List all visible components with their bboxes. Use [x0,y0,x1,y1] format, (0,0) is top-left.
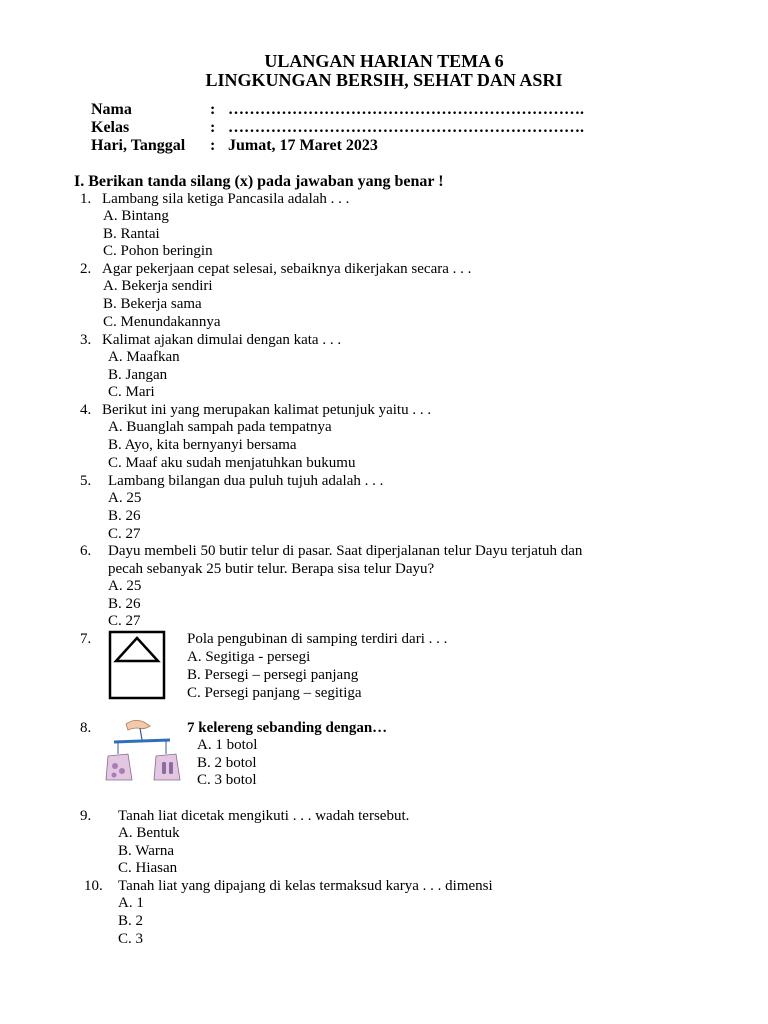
option-item: B. 26 [108,508,141,524]
option-item: A. 1 botol [197,737,258,753]
option-item: C. Persegi panjang – segitiga [187,685,362,701]
page-title: ULANGAN HARIAN TEMA 6 [264,51,504,71]
question-number: 5. [80,473,92,489]
page-subtitle: LINGKUNGAN BERSIH, SEHAT DAN ASRI [205,70,563,90]
option-item: A. Segitiga - persegi [187,649,311,665]
question-number: 9. [80,808,92,824]
question-text: Agar pekerjaan cepat selesai, sebaiknya dikerjakan secara . . . [102,261,472,277]
section-heading: I. Berikan tanda silang (x) pada jawaban yang benar ! [74,173,444,190]
option-item: C. Pohon beringin [103,243,213,259]
hari-colon: : [210,137,216,154]
option-item: C. 27 [108,613,141,629]
balance-scale-with-bags-figure [104,716,182,784]
option-item: B. Rantai [103,226,160,242]
option-item: A. 1 [118,895,144,911]
hari-value: Jumat, 17 Maret 2023 [228,137,378,154]
question-number: 8. [80,720,92,736]
question-text: Kalimat ajakan dimulai dengan kata . . . [102,332,342,348]
question-number: 10. [84,878,103,894]
option-item: B. Jangan [108,367,168,383]
kelas-colon: : [210,119,216,136]
question-number: 7. [80,631,92,647]
question-number: 2. [80,261,92,277]
option-item: C. 3 [118,931,144,947]
option-item: C. Menundakannya [103,314,221,330]
question-text: Berikut ini yang merupakan kalimat petunjuk yaitu . . . [102,402,432,418]
option-item: C. 27 [108,526,141,542]
question-number: 1. [80,191,92,207]
option-item: A. 25 [108,490,142,506]
option-item: B. Persegi – persegi panjang [187,667,359,683]
nama-value: …………………………………………………………. [228,101,584,118]
question-text: Tanah liat dicetak mengikuti . . . wadah tersebut. [118,808,410,824]
triangle-in-rectangle-figure [108,630,166,700]
kelas-label: Kelas [91,119,130,136]
option-item: B. 2 [118,913,144,929]
nama-colon: : [210,101,216,118]
question-text: Pola pengubinan di samping terdiri dari . . . [187,631,448,647]
option-item: A. Maafkan [108,349,180,365]
option-item: A. 25 [108,578,142,594]
question-text-continued: pecah sebanyak 25 butir telur. Berapa sisa telur Dayu? [108,561,435,577]
option-item: C. Mari [108,384,155,400]
question-number: 3. [80,332,92,348]
option-item: B. 26 [108,596,141,612]
option-item: B. Ayo, kita bernyanyi bersama [108,437,297,453]
option-item: C. Maaf aku sudah menjatuhkan bukumu [108,455,356,471]
option-item: B. Warna [118,843,175,859]
question-text: Dayu membeli 50 butir telur di pasar. Saat diperjalanan telur Dayu terjatuh dan [108,543,583,559]
option-item: C. 3 botol [197,772,257,788]
option-item: A. Bintang [103,208,169,224]
question-text: Lambang bilangan dua puluh tujuh adalah . . . [108,473,384,489]
kelas-value: …………………………………………………………. [228,119,584,136]
option-item: A. Bekerja sendiri [103,278,213,294]
option-item: B. 2 botol [197,755,257,771]
option-item: A. Bentuk [118,825,180,841]
question-text: 7 kelereng sebanding dengan… [187,720,388,736]
nama-label: Nama [91,101,132,118]
question-text: Lambang sila ketiga Pancasila adalah . . . [102,191,350,207]
question-text: Tanah liat yang dipajang di kelas termaksud karya . . . dimensi [118,878,493,894]
hari-label: Hari, Tanggal [91,137,186,154]
option-item: C. Hiasan [118,860,178,876]
option-item: A. Buanglah sampah pada tempatnya [108,419,332,435]
option-item: B. Bekerja sama [103,296,202,312]
question-number: 6. [80,543,92,559]
question-number: 4. [80,402,92,418]
